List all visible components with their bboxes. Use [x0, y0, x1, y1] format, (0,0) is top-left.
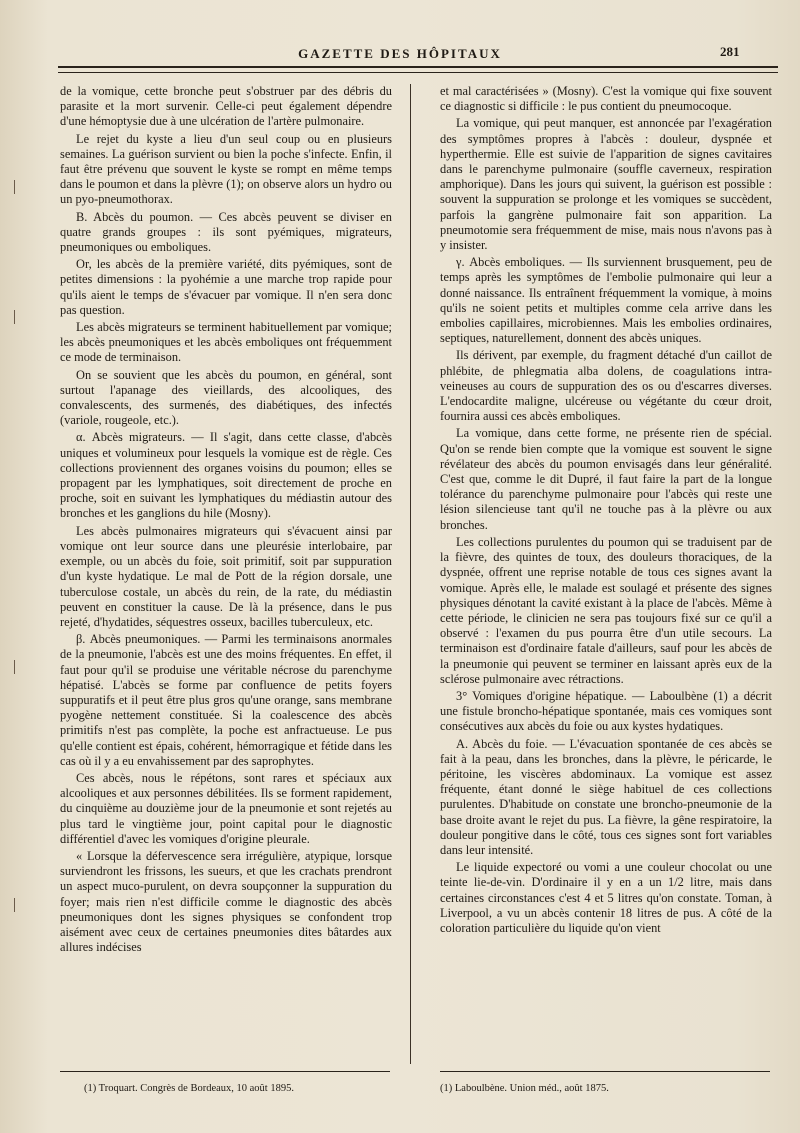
paragraph: Les abcès migrateurs se terminent habituellement par vomique; les abcès pneumoniques et les abcès emboliques ont fréquemment ce mode de terminaison.	[60, 320, 392, 365]
paragraph: Ils dérivent, par exemple, du fragment détaché d'un caillot de phlébite, de phlegmatia alba dolens, de coagulations intra-veineuses au cours de suppuration des os ou d'escarres diverses. L'endocardite maligne, ulcéreuse ou végétante du cœur droit, fournira aussi ces abcès emboliques.	[440, 348, 772, 424]
binding-mark	[14, 660, 25, 674]
paragraph: Le rejet du kyste a lieu d'un seul coup ou en plusieurs semaines. La guérison survient ou bien la poche s'infecte. Enfin, il faut être prévenu que souvent le kyste se rompt en même temps dans le poumon et dans la plèvre (1); on observe alors un hydro ou un pyo-pneumothorax.	[60, 131, 392, 207]
paragraph: γ. Abcès emboliques. — Ils surviennent brusquement, peu de temps après les symptômes de l'embolie pulmonaire qui leur a donné naissance. Ils entraînent fréquemment la vomique, à moins qu'ils ne soient petits et multiples comme cela arrive dans les embolies capillaires, microbiennes. Mais les embolies ordinaires, septiques, naturellement, donnent des abcès uniques.	[440, 255, 772, 346]
left-column	[60, 84, 392, 957]
right-column	[440, 84, 772, 938]
header-rule-thin	[58, 72, 778, 73]
footnote-right: (1) Laboulbène. Union méd., août 1875.	[440, 1083, 609, 1094]
paragraph: β. Abcès pneumoniques. — Parmi les terminaisons anormales de la pneumonie, l'abcès est une des moins fréquentes. En effet, il faut pour qu'il se produise une véritable nécrose du parenchyme hépatisé. L'abcès se forme par confluence de petits foyers suppuratifs et il peut être plus gros qu'une orange, sans membrane pyogène nettement constituée. Si la coalescence des abcès primitifs n'est pas complète, la poche est anfractueuse. Le pus qu'elle contient est épais, cohérent, hémorragique et fétide dans les cas où il y a eu envahissement par des saprophytes.	[60, 632, 392, 768]
paragraph: B. Abcès du poumon. — Ces abcès peuvent se diviser en quatre grands groupes : ils sont pyémiques, migrateurs, pneumoniques ou emboliques.	[60, 209, 392, 255]
header-rule	[58, 66, 778, 68]
footnote-rule-right	[440, 1071, 770, 1072]
page-number: 281	[720, 44, 740, 59]
paragraph: La vomique, qui peut manquer, est annoncée par l'exagération des symptômes propres à l'abcès : douleur, dyspnée et hyperthermie. Elle est suivie de l'apparition de signes cavitaires dans le parenchyme pulmonaire (souffle caverneux, respiration amphorique). Dans les jours qui suivent, la guérison est possible : souvent la suppuration se prolonge et les vomiques se succèdent, parfois la gangrène pulmonaire fait son apparition. La pneumotomie sera fréquemment de mise, mais nous n'avons pas à y insister.	[440, 116, 772, 253]
paragraph: Les collections purulentes du poumon qui se traduisent par de la fièvre, des quintes de toux, des douleurs thoraciques, de la dyspnée, offrent une reprise notable de tous ces signes avant la vomique. Après elle, le malade est soulagé et présente des signes physiques dénotant la cavité existant à la place de l'abcès. Même à cette période, le clinicien ne sera pas toujours fixé sur ce qu'il a observé : l'examen du pus pourra être d'un utile secours. La terminaison est d'ordinaire fatale d'ailleurs, sauf pour les abcès de la pneumonie qui peuvent se terminer en laissant après eux de la sclérose pulmonaire avec rétractions.	[440, 534, 772, 686]
paragraph: α. Abcès migrateurs. — Il s'agit, dans cette classe, d'abcès uniques et volumineux pour lesquels la vomique est de règle. Ces collections proviennent des organes voisins du poumon; elles se propagent par les lymphatiques, soit directement de proche en proche, soit en suivant les lymphatiques du médiastin autour des bronches et les ganglions du hile (Mosny).	[60, 430, 392, 521]
paragraph: La vomique, dans cette forme, ne présente rien de spécial. Qu'on se rende bien compte que la vomique est souvent le signe révélateur des abcès du poumon envisagés dans leur généralité. C'est que, comme le dit Dupré, il faut faire la part de la longue tolérance du parenchyme pulmonaire pour l'abcès qui reste une lésion silencieuse tant qu'il ne touche pas à la plèvre ou aux bronches.	[440, 426, 772, 532]
paragraph: de la vomique, cette bronche peut s'obstruer par des débris du parasite et la mort survenir. Celle-ci peut également dépendre d'une hémoptysie due à une ulcération de l'artère pulmonaire.	[60, 84, 392, 129]
binding-mark	[14, 898, 25, 912]
footnote-rule-left	[60, 1071, 390, 1072]
footnote-left: (1) Troquart. Congrès de Bordeaux, 10 août 1895.	[84, 1083, 294, 1094]
paragraph: Ces abcès, nous le répétons, sont rares et spéciaux aux alcooliques et aux personnes débilitées. Ils se forment rapidement, du cinquième au douzième jour de la pneumonie et sont rejetés au plus tard le vingtième jour, point capital pour le diagnostic différentiel d'avec les vomiques d'origine pleurale.	[60, 770, 392, 846]
paragraph: Les abcès pulmonaires migrateurs qui s'évacuent ainsi par vomique ont leur source dans une pleurésie interlobaire, par exemple, ou un abcès du foie, soit primitif, soit par suppuration d'un kyste hydatique. Le mal de Pott de la région dorsale, une tuberculose costale, un abcès du rein, de la rate, du médiastin peuvent en constituer la cause. De là la présence, dans le pus rejeté, d'hydatides, séquestres osseux, bacilles tuberculeux, etc.	[60, 523, 392, 629]
paragraph: « Lorsque la défervescence sera irrégulière, atypique, lorsque surviendront les frissons, les sueurs, et que les crachats prendront un aspect muco-purulent, on devra soupçonner la suppuration du foyer; mais rien n'est difficile comme le diagnostic des abcès pneumoniques dont les signes physiques se confondent trop aisément avec ceux de certaines pneumonies dites bâtardes aux allures indécises	[60, 848, 392, 955]
section-heading-paragraph: 3° Vomiques d'origine hépatique. — Laboulbène (1) a décrit une fistule broncho-hépatique spontanée, mais ces vomiques sont consécutives aux abcès du foie ou aux kystes hydatiques.	[440, 688, 772, 734]
binding-mark	[14, 180, 25, 194]
paragraph: Or, les abcès de la première variété, dits pyémiques, sont de petites dimensions : la pyohémie a une marche trop rapide pour qu'ils aient le temps de s'évacuer par vomique. Il n'en sera donc pas question.	[60, 257, 392, 317]
paragraph: A. Abcès du foie. — L'évacuation spontanée de ces abcès se fait à la peau, dans les bronches, dans la plèvre, le péricarde, le péritoine, les viscères abdominaux. La vomique est assez fréquente, étant donné le siège habituel de ces collections purulentes. D'habitude on constate une broncho-pneumonie de la base droite avant le rejet du pus. La fièvre, la gêne respiratoire, la douleur pongitive dans le côté, tous ces signes sont fort variables dans leur intensité.	[440, 736, 772, 857]
binding-mark	[14, 310, 25, 324]
paragraph: et mal caractérisées » (Mosny). C'est la vomique qui fixe souvent ce diagnostic si difficile : le pus contient du pneumocoque.	[440, 84, 772, 114]
page-header-title: GAZETTE DES HÔPITAUX	[298, 46, 502, 61]
column-divider	[410, 84, 411, 1064]
paragraph: Le liquide expectoré ou vomi a une couleur chocolat ou une teinte lie-de-vin. D'ordinaire il y en a un 1/2 litre, mais dans certaines circonstances c'est 4 et 5 litres qu'on constate. Toman, à Liverpool, a vu un abcès contenir 18 litres de pus. A côté de la coloration particulière du liquide qu'on vient	[440, 860, 772, 935]
paragraph: On se souvient que les abcès du poumon, en général, sont surtout l'apanage des vieillards, des alcooliques, des convalescents, des surmenés, des diabétiques, des infectés (variole, rougeole, etc.).	[60, 367, 392, 428]
